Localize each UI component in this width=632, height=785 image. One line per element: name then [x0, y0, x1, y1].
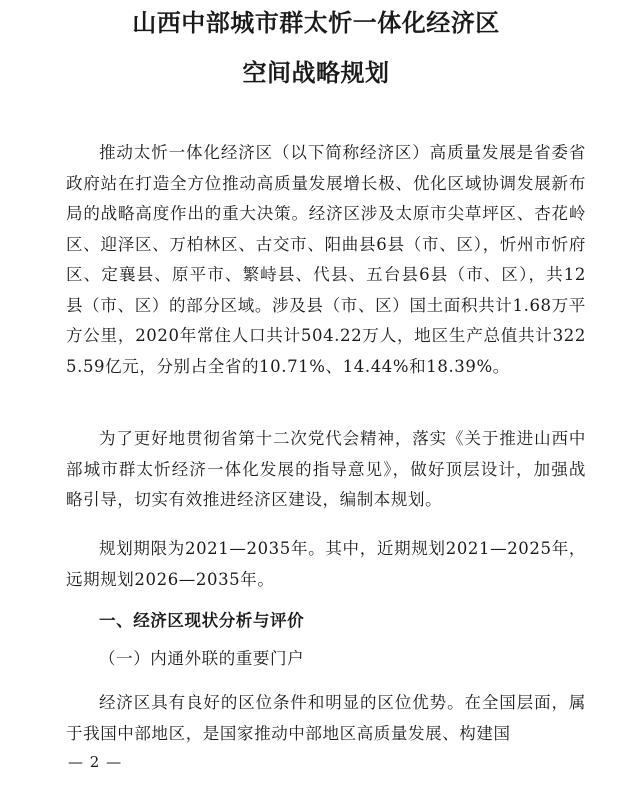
section-heading: 一、经济区现状分析与评价	[99, 611, 305, 630]
body-paragraph-intro: 推动太忻一体化经济区（以下简称经济区）高质量发展是省委省政府站在打造全方位推动高质量发展增长极、优化区域协调发展新布局的战略高度作出的重大决策。经济区涉及太原市尖草坪区、杏花岭区、迎泽区、万柏林区、古交市、阳曲县6县（市、区），忻州市忻府区、定襄县、原平市、繁峙县、代县、五台县6县（市、区），共12县（市、区）的部分区域。涉及县（市、区）国土面积共计1.68万平方公里，2020年常住人口共计504.22万人，地区生产总值共计3225.59亿元，分别占全省的10.71%、14.44%和18.39%。	[66, 143, 586, 376]
body-paragraph-period: 规划期限为2021—2035年。其中，近期规划2021—2025年，远期规划2026—2035年。	[66, 539, 586, 589]
body-paragraph-location: 经济区具有良好的区位条件和明显的区位优势。在全国层面，属于我国中部地区，是国家推动中部地区高质量发展、构建国	[66, 693, 586, 743]
subsection-heading: （一）内通外联的重要门户	[99, 649, 305, 668]
page-number: — 2 —	[68, 753, 123, 771]
body-paragraph-purpose: 为了更好地贯彻省第十二次党代会精神，落实《关于推进山西中部城市群太忻经济一体化发展的指导意见》，做好顶层设计，加强战略引导，切实有效推进经济区建设，编制本规划。	[66, 429, 586, 509]
document-title-line-1: 山西中部城市群太忻一体化经济区	[132, 9, 500, 37]
document-title-line-2: 空间战略规划	[242, 59, 390, 87]
